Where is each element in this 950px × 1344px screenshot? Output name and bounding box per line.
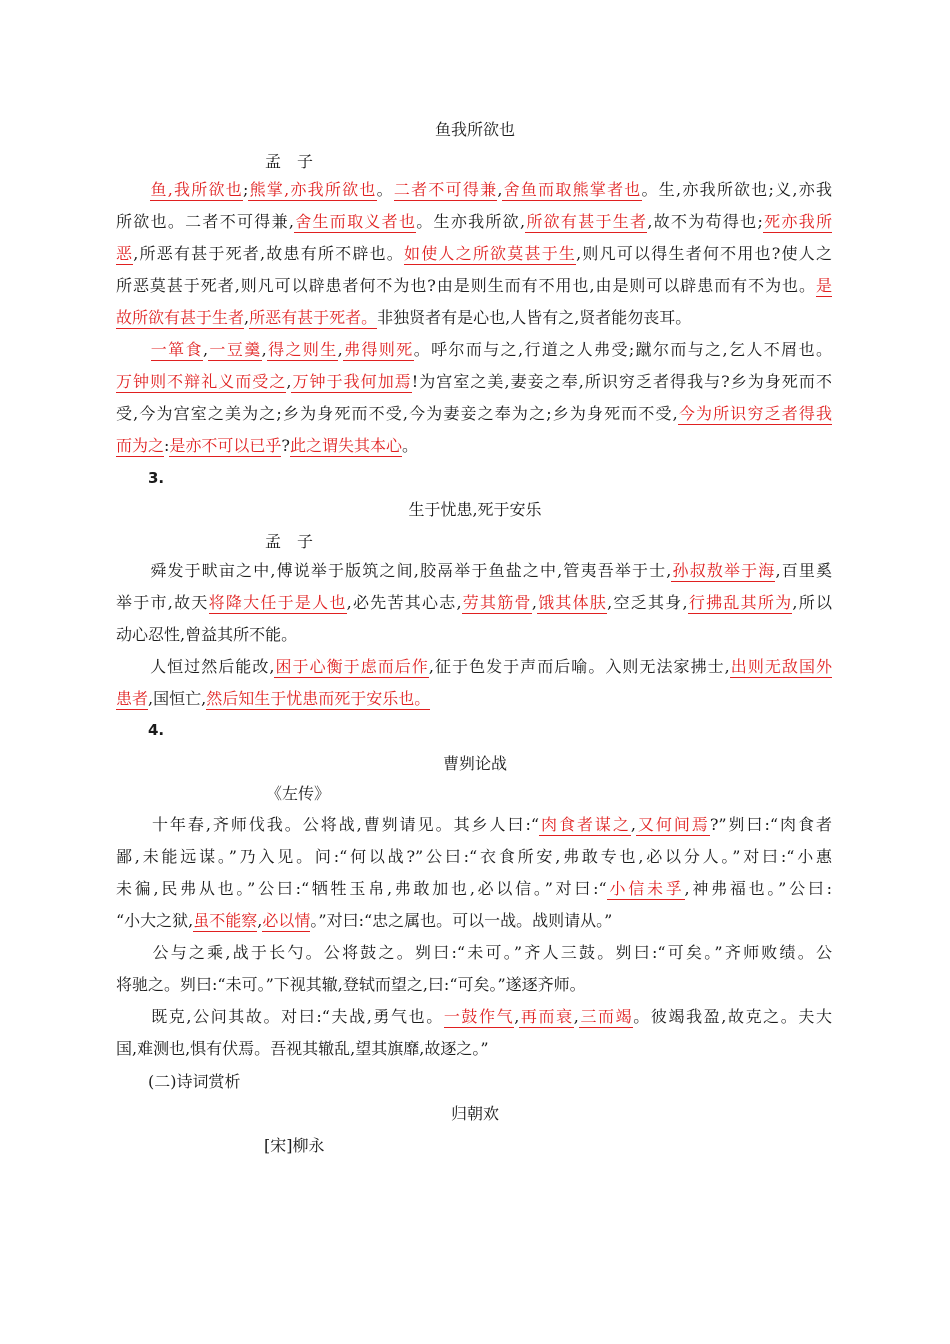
text-line — [116, 879, 832, 899]
passage-title: 生于忧患,死于安乐 — [408, 500, 542, 519]
text-span: ,必先苦其心志, — [346, 593, 462, 612]
answer-highlight: 三而竭 — [578, 1007, 634, 1026]
text-span: 动心忍性,曾益其所不能。 — [116, 625, 298, 644]
text-span: “小大之狱, — [116, 911, 194, 930]
text-line — [116, 593, 832, 613]
text-span: 十年春,齐师伐我。公将战,曹刿请见。其乡人曰:“ — [116, 815, 540, 834]
text-span: , — [244, 308, 250, 327]
text-span: , — [531, 593, 537, 612]
answer-highlight: 一鼓作气 — [443, 1007, 515, 1026]
section-heading: (二)诗词赏析 — [148, 1072, 241, 1091]
text-line — [116, 1007, 832, 1027]
text-span: ,所恶有甚于死者,故患有所不辟也。 — [133, 244, 404, 263]
text-span: ,则凡可以得生者何不用也?使人之 — [576, 244, 832, 263]
text-span: !为宫室之美,妻妾之奉,所识穷乏者得我与?乡为身死而不 — [411, 372, 832, 391]
answer-highlight: 而为之 — [116, 436, 165, 455]
text-span: 。呼尔而与之,行道之人弗受;蹴尔而与之,乞人不屑也。 — [413, 340, 832, 359]
text-span: ,故不为苟得也; — [647, 212, 763, 231]
answer-highlight: 舍鱼而取熊掌者也 — [502, 180, 642, 199]
answer-highlight: 将降大任于是人也 — [208, 593, 347, 612]
text-line — [116, 689, 832, 709]
passage-author: 《左传》 — [266, 784, 331, 803]
answer-highlight: 是亦不可以已乎 — [169, 436, 282, 455]
answer-highlight: 得之则生 — [266, 340, 338, 359]
text-line — [116, 847, 832, 867]
text-span: 公与之乘,战于长勺。公将鼓之。刿曰:“未可。”齐人三鼓。刿曰:“可矣。”齐师败绩。公 — [116, 943, 832, 962]
answer-highlight: 二者不可得兼 — [393, 180, 498, 199]
text-span — [116, 180, 150, 199]
answer-highlight: 如使人之所欲莫甚于生 — [404, 244, 577, 263]
text-span: 。 — [376, 180, 394, 199]
answer-highlight: 肉食者谋之 — [539, 815, 631, 834]
answer-highlight: 劳其筋骨 — [461, 593, 532, 612]
answer-highlight: 鱼,我所欲也 — [150, 180, 243, 199]
answer-highlight: 熊掌,亦我所欲也 — [248, 180, 377, 199]
text-span: 人恒过然后能改, — [116, 657, 275, 676]
text-line — [116, 180, 832, 200]
text-line — [116, 244, 832, 264]
passage-author: 孟 子 — [265, 532, 314, 551]
answer-highlight: 虽不能察 — [193, 911, 258, 930]
text-span: ,百里奚 — [775, 561, 832, 580]
answer-highlight: 是 — [815, 276, 832, 295]
item-number: 4. — [148, 721, 165, 739]
answer-highlight: 弗得则死 — [342, 340, 414, 359]
answer-highlight: 所恶有甚于死者。 — [249, 308, 378, 327]
text-span: 。 — [402, 436, 419, 455]
passage-author: 孟 子 — [265, 152, 314, 171]
text-line — [116, 1039, 832, 1059]
text-line — [116, 340, 832, 360]
text-span: , — [261, 340, 267, 359]
text-line — [116, 561, 832, 581]
text-span: 非独贤者有是心也,人皆有之,贤者能勿丧耳。 — [377, 308, 692, 327]
answer-highlight: 一箪食 — [150, 340, 203, 359]
answer-highlight: 万钟则不辩礼义而受之 — [116, 372, 287, 391]
text-span: , — [257, 911, 263, 930]
text-span: ,征于色发于声而后喻。入则无法家拂士, — [428, 657, 730, 676]
answer-highlight: 又何间焉 — [635, 815, 710, 834]
text-line — [116, 404, 832, 424]
answer-highlight: 饿其体肤 — [536, 593, 608, 612]
answer-highlight: 今为所识穷乏者得我 — [677, 404, 832, 423]
answer-highlight: 所欲有甚于生者 — [525, 212, 648, 231]
text-span: 。彼竭我盈,故克之。夫大 — [633, 1007, 832, 1026]
text-line — [116, 657, 832, 677]
answer-highlight: 出则无敌国外 — [729, 657, 832, 676]
text-span: , — [514, 1007, 520, 1026]
text-span: 国,难测也,惧有伏焉。吾视其辙乱,望其旗靡,故逐之。” — [116, 1039, 489, 1058]
text-line — [116, 276, 832, 296]
text-line — [116, 212, 832, 232]
answer-highlight: 再而衰 — [519, 1007, 574, 1026]
text-span: 举于市,故天 — [116, 593, 209, 612]
text-span: , — [337, 340, 343, 359]
poem-title: 归朝欢 — [450, 1104, 499, 1123]
text-span: , — [573, 1007, 579, 1026]
answer-highlight: 小信未孚 — [606, 879, 685, 898]
text-span: 。”对曰:“忠之属也。可以一战。战则请从。” — [310, 911, 613, 930]
text-span: 未徧,民弗从也。”公曰:“牺牲玉帛,弗敢加也,必以信。”对曰:“ — [116, 879, 607, 898]
text-span: : — [164, 436, 170, 455]
passage-title: 鱼我所欲也 — [434, 120, 515, 139]
answer-highlight: 此之谓失其本心 — [290, 436, 403, 455]
poem-author: [宋]柳永 — [264, 1136, 325, 1155]
text-span: 所恶莫甚于死者,则凡可以辟患者何不为也?由是则生而有不用也,由是则可以辟患而有不为也。 — [116, 276, 816, 295]
text-span: , — [202, 340, 209, 359]
answer-highlight: 患者 — [116, 689, 149, 708]
text-span: 。生,亦我所欲也;义,亦我 — [641, 180, 832, 199]
text-span: ?”刿曰:“肉食者 — [709, 815, 832, 834]
text-span: 鄙,未能远谋。”乃入见。问:“何以战?”公曰:“衣食所安,弗敢专也,必以分人。”对曰:“小惠 — [116, 847, 832, 866]
text-span: ,神弗福也。”公曰: — [684, 879, 832, 898]
answer-highlight: 恶 — [116, 244, 134, 263]
text-span: , — [630, 815, 636, 834]
answer-highlight: 一豆羹 — [208, 340, 262, 359]
text-span: ,空乏其身, — [607, 593, 688, 612]
text-span: 受,今为宫室之美为之;乡为身死而不受,今为妻妾之奉为之;乡为身死而不受, — [116, 404, 678, 423]
text-span: 所欲也。二者不可得兼, — [116, 212, 294, 231]
answer-highlight: 必以情 — [262, 911, 311, 930]
text-span: 将驰之。刿曰:“未可。”下视其辙,登轼而望之,曰:“可矣。”遂逐齐师。 — [116, 975, 586, 994]
text-line — [116, 308, 832, 328]
text-span: , — [497, 180, 503, 199]
text-line — [116, 625, 832, 645]
answer-highlight: 然后知生于忧患而死于安乐也。 — [206, 689, 431, 708]
text-line — [116, 372, 832, 392]
text-span: 舜发于畎亩之中,傅说举于版筑之间,胶鬲举于鱼盐之中,管夷吾举于士, — [116, 561, 672, 580]
text-span — [116, 340, 151, 359]
text-line — [116, 815, 832, 835]
answer-highlight: 孙叔敖举于海 — [671, 561, 776, 580]
answer-highlight: 万钟于我何加焉 — [291, 372, 412, 391]
answer-highlight: 故所欲有甚于生者 — [116, 308, 245, 327]
text-span: ,所以 — [792, 593, 832, 612]
text-span: 。生亦我所欲, — [416, 212, 526, 231]
text-line — [116, 975, 832, 995]
answer-highlight: 死亦我所 — [762, 212, 832, 231]
item-number: 3. — [148, 469, 165, 487]
text-line — [116, 436, 832, 456]
answer-highlight: 行拂乱其所为 — [687, 593, 793, 612]
text-span: 既克,公问其故。对曰:“夫战,勇气也。 — [116, 1007, 444, 1026]
text-span: ? — [281, 436, 290, 455]
text-span: , — [286, 372, 292, 391]
answer-highlight: 舍生而取义者也 — [293, 212, 417, 231]
answer-highlight: 困于心衡于虑而后作 — [274, 657, 429, 676]
text-span: ; — [243, 180, 249, 199]
text-line — [116, 911, 832, 931]
text-span: ,国恒亡, — [148, 689, 207, 708]
text-line — [116, 943, 832, 963]
passage-title: 曹刿论战 — [442, 754, 507, 773]
